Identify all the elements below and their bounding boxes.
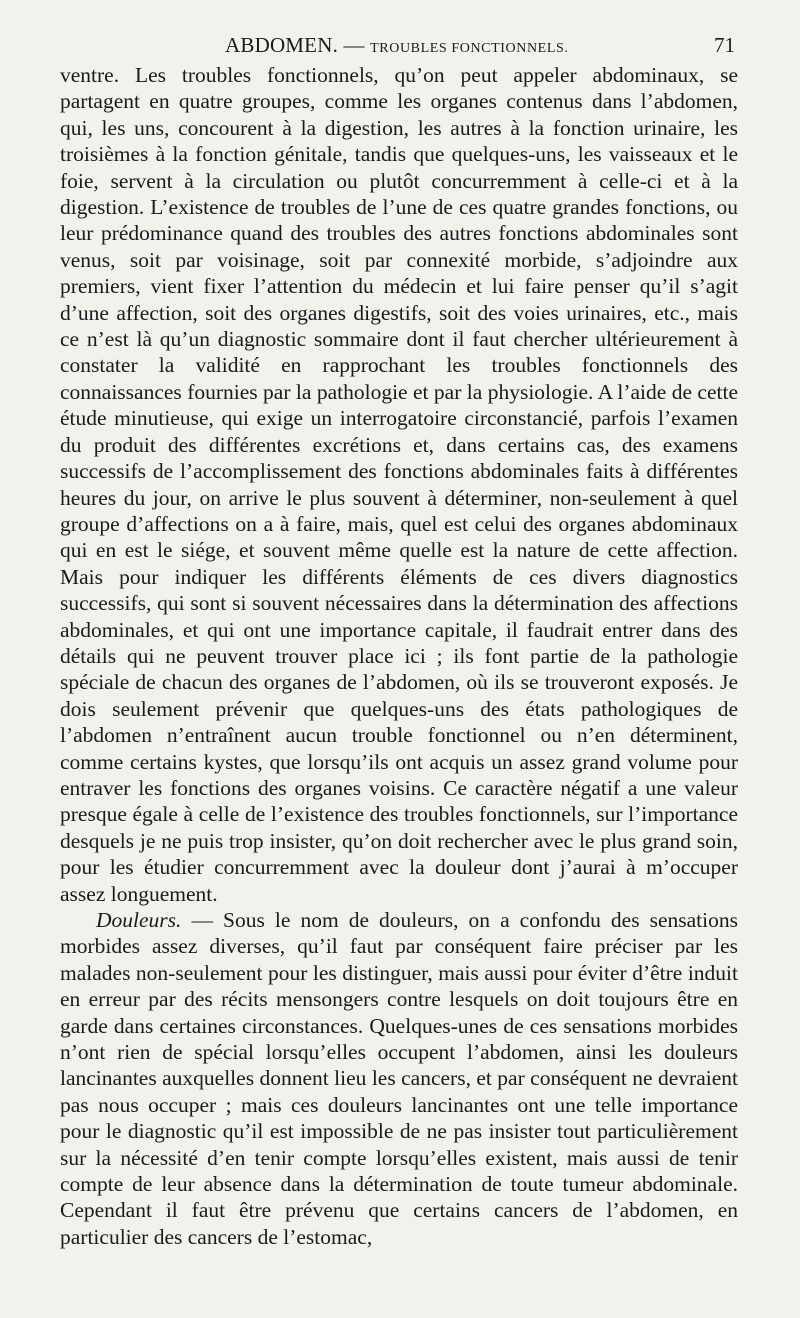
section-title-douleurs: Douleurs. [96,908,182,932]
body-text [60,62,738,1250]
paragraph-2-text: — Sous le nom de douleurs, on a confondu des sensations morbides assez diverses, qu’il faut par conséquent faire préciser par les malades non-seulement pour les distinguer, mais aussi pour éviter d’être induit en erreur par des récits mensongers contre lesquels on doit toujours être en garde dans certaines circonstances. Quelques-unes de ces sensations morbides n’ont rien de spécial lorsqu’elles occupent l’abdomen, ainsi les douleurs lancinantes auxquelles donnent lieu les cancers, et par conséquent ne devraient pas nous occuper ; mais ces douleurs lancinantes ont une telle importance pour le diagnostic qu’il est impossible de ne pas insister tout particulièrement sur la nécessité d’en tenir compte lorsqu’elles existent, mais aussi de tenir compte de leur absence dans la détermination de toute tumeur abdominale. Cependant il faut être prévenu que certains cancers de l’abdomen, en particulier des cancers de l’estomac, [60,908,738,1249]
page-number: 71 [714,33,735,57]
paragraph-1: ventre. Les troubles fonctionnels, qu’on peut appeler abdominaux, se partagent en quatre groupes, comme les organes contenus dans l’abdomen, qui, les uns, concourent à la digestion, les autres à la fonction urinaire, les troisièmes à la fonction génitale, tandis que quelques-uns, les vaisseaux et le foie, servent à la circulation ou plutôt concurremment à celle-ci et à la digestion. L’existence de troubles de l’une de ces quatre grandes fonctions, ou leur prédominance quand des troubles des autres fonctions abdominales sont venus, soit par voisinage, soit par connexité morbide, s’adjoindre aux premiers, vient fixer l’attention du médecin et lui faire penser qu’il s’agit d’une affection, soit des organes digestifs, soit des voies urinaires, etc., mais ce n’est là qu’un diagnostic sommaire dont il faut chercher ultérieurement à constater la validité en rapprochant les troubles fonctionnels des connaissances fournies par la pathologie et par la physiologie. A l’aide de cette étude minutieuse, qui exige un interrogatoire circonstancié, parfois l’examen du produit des différentes excrétions et, dans certains cas, des examens successifs de l’accomplissement des fonctions abdominales faits à différentes heures du jour, on arrive le plus souvent à déterminer, non-seulement à quel groupe d’affections on a à faire, mais, quel est celui des organes abdominaux qui en est le siége, et souvent même quelle est la nature de cette affection. Mais pour indiquer les différents éléments de ces divers diagnostics successifs, qui sont si souvent nécessaires dans la détermination des affections abdominales, et qui ont une importance capitale, il faudrait entrer dans des détails qui ne peuvent trouver place ici ; ils font partie de la pathologie spéciale de chacun des organes de l’abdomen, où ils se trouveront exposés. Je dois seulement prévenir que quelques-uns des états pathologiques de l’abdomen n’entraînent aucun trouble fonctionnel ou n’en déterminent, comme certains kystes, que lorsqu’ils ont acquis un assez grand volume pour entraver les fonctions des organes voisins. Ce caractère négatif a une valeur presque égale à celle de l’existence des troubles fonctionnels, sur l’importance desquels je ne puis trop insister, qu’on doit rechercher avec le plus grand soin, pour les étudier concurremment avec la douleur dont j’aurai à m’occuper assez longuement. [60,63,738,906]
running-head [60,30,735,60]
running-head-subtitle: TROUBLES FONCTIONNELS. [370,41,569,56]
paragraph-2 [60,907,738,1250]
running-head-separator: — [338,33,371,57]
running-head-main: ABDOMEN. [225,33,339,57]
running-head-title [225,30,568,64]
